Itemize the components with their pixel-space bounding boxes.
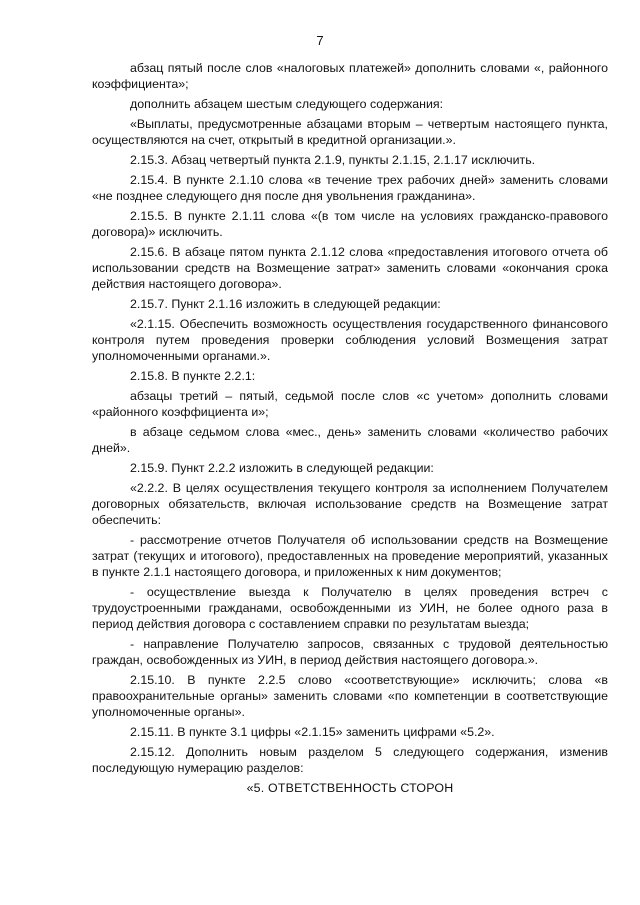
paragraph: 2.15.6. В абзаце пятом пункта 2.1.12 слова «предоставления итогового отчета об использовании средств на Возмещение затрат» заменить словами «окончания срока действия настоящего договора». bbox=[92, 245, 608, 291]
paragraph: 2.15.7. Пункт 2.1.16 изложить в следующей редакции: bbox=[130, 297, 441, 311]
paragraph: 2.15.5. В пункте 2.1.11 слова «(в том числе на условиях гражданско-правового договора)» исключить. bbox=[92, 209, 608, 239]
paragraph: 2.15.10. В пункте 2.2.5 слово «соответствующие» исключить; слова «в правоохранительные органы» заменить словами «по компетенции в соответствующие уполномоченные органы». bbox=[92, 673, 608, 719]
paragraph: 2.15.4. В пункте 2.1.10 слова «в течение трех рабочих дней» заменить словами «не позднее следующего дня после дня увольнения гражданина». bbox=[92, 173, 608, 203]
paragraph: «2.1.15. Обеспечить возможность осуществления государственного финансового контроля путем проведения проверки соблюдения условий Возмещения затрат уполномоченными органами.». bbox=[92, 317, 608, 363]
section-heading: «5. ОТВЕТСТВЕННОСТЬ СТОРОН bbox=[246, 781, 454, 795]
paragraph: 2.15.11. В пункте 3.1 цифры «2.1.15» заменить цифрами «5.2». bbox=[130, 725, 495, 739]
paragraph: дополнить абзацем шестым следующего содержания: bbox=[130, 97, 444, 111]
page-number: 7 bbox=[316, 33, 324, 48]
document-body bbox=[92, 60, 608, 800]
paragraph: 2.15.3. Абзац четвертый пункта 2.1.9, пункты 2.1.15, 2.1.17 исключить. bbox=[130, 153, 536, 167]
paragraph: «Выплаты, предусмотренные абзацами вторым – четвертым настоящего пункта, осуществляются на счет, открытый в кредитной организации.». bbox=[92, 117, 608, 147]
paragraph: - осуществление выезда к Получателю в целях проведения встреч с трудоустроенными гражданами, освобожденными из УИН, не более одного раза в период действия договора с составлением справки по результатам выезда; bbox=[92, 585, 608, 631]
paragraph: 2.15.8. В пункте 2.2.1: bbox=[130, 369, 256, 383]
paragraph: абзацы третий – пятый, седьмой после слов «с учетом» дополнить словами «районного коэффициента и»; bbox=[92, 389, 608, 419]
paragraph: 2.15.9. Пункт 2.2.2 изложить в следующей редакции: bbox=[130, 461, 434, 475]
paragraph: в абзаце седьмом слова «мес., день» заменить словами «количество рабочих дней». bbox=[92, 425, 608, 455]
paragraph: абзац пятый после слов «налоговых платежей» дополнить словами «, районного коэффициента»; bbox=[92, 61, 608, 91]
paragraph: 2.15.12. Дополнить новым разделом 5 следующего содержания, изменив последующую нумерацию разделов: bbox=[92, 745, 608, 775]
paragraph: «2.2.2. В целях осуществления текущего контроля за исполнением Получателем договорных обязательств, включая использование средств на Возмещение затрат обеспечить: bbox=[92, 481, 608, 527]
paragraph: - рассмотрение отчетов Получателя об использовании средств на Возмещение затрат (текущих и итогового), предоставленных на проведение мероприятий, указанных в пункте 2.1.1 настоящего договора, и приложенных к ним документов; bbox=[92, 533, 608, 579]
paragraph: - направление Получателю запросов, связанных с трудовой деятельностью граждан, освобожденных из УИН, в период действия настоящего договора.». bbox=[92, 637, 608, 667]
